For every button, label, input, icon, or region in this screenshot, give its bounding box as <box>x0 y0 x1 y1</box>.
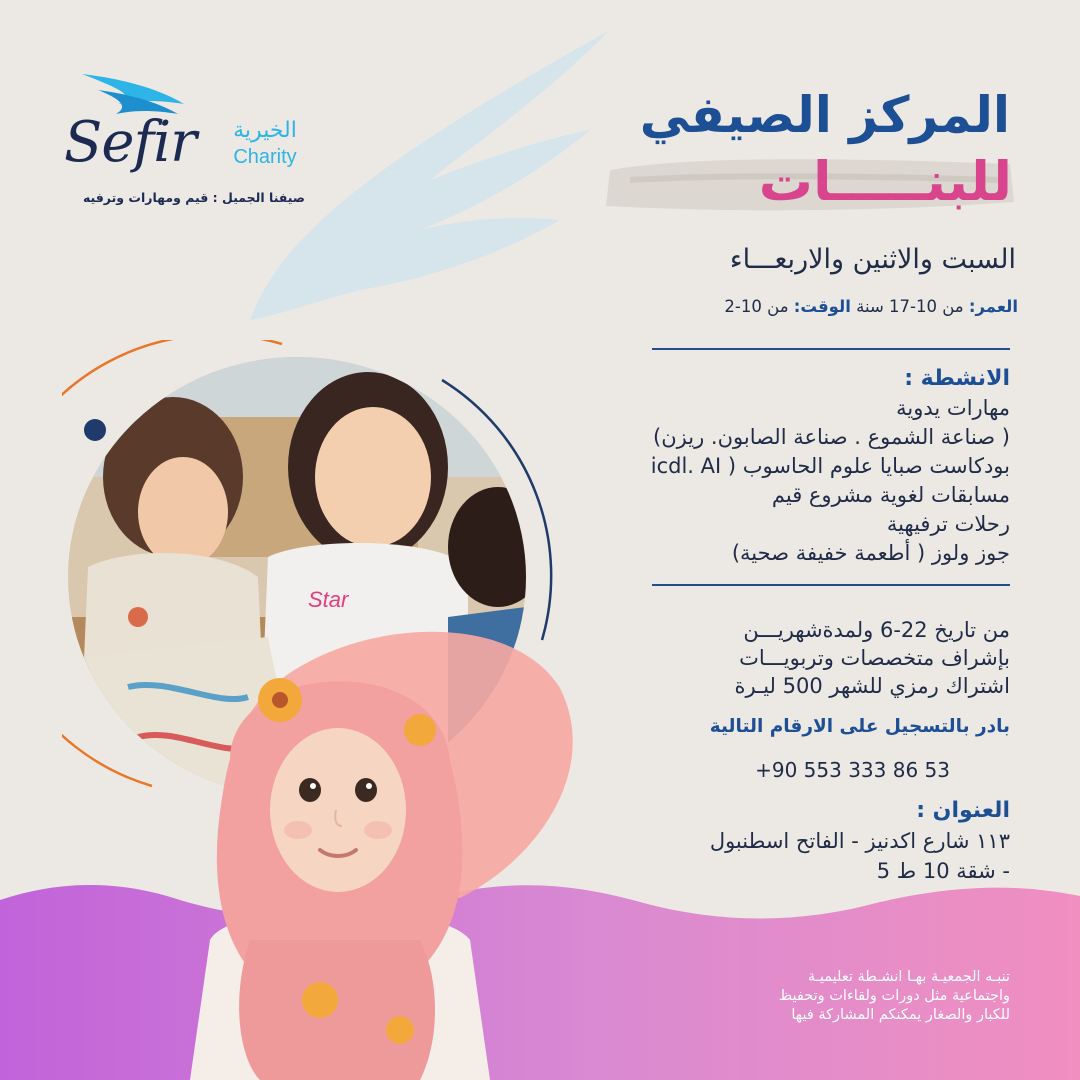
register-callout: بادر بالتسجيل على الارقام التالية <box>709 716 1010 737</box>
age-label: العمر: <box>968 297 1018 316</box>
age-time-line <box>724 297 1018 316</box>
logo-charity-english: Charity <box>233 146 297 168</box>
address-line: - شقة 10 ط 5 <box>876 859 1010 883</box>
activities-heading: الانشطة : <box>904 366 1010 391</box>
logo-wordmark: Sefir <box>64 110 196 175</box>
activities-list <box>570 394 1010 568</box>
info-line: بإشراف متخصصات وتربويـــات <box>739 646 1010 670</box>
age-value: من 10-17 سنة <box>856 297 964 316</box>
time-label: الوقت: <box>793 297 851 316</box>
schedule-days: السبت والاثنين والاربعـــاء <box>729 244 1016 275</box>
activity-item: مسابقات لغوية مشروع قيم <box>771 483 1010 507</box>
note-line: واجتماعية مثل دورات ولقاءات وتحفيظ <box>778 988 1010 1004</box>
footer-note <box>640 968 1010 1025</box>
address-heading: العنوان : <box>916 798 1010 823</box>
address-line: ١١٣ شارع اكدنيز - الفاتح اسطنبول <box>709 829 1010 853</box>
svg-text:Star: Star <box>308 587 349 612</box>
activity-item: جوز ولوز ( أطعمة خفيفة صحية) <box>731 541 1010 565</box>
activity-item: مهارات يدوية <box>896 396 1010 420</box>
divider <box>652 348 1010 350</box>
activity-item: رحلات ترفيهية <box>886 512 1010 536</box>
charity-logo <box>60 70 320 220</box>
page-title: المركز الصيفي <box>639 86 1010 144</box>
info-line: اشتراك رمزي للشهر 500 ليـرة <box>734 674 1010 698</box>
divider <box>652 584 1010 586</box>
logo-charity-arabic: الخيرية <box>233 118 297 143</box>
note-line: للكبار والصغار يمكنكم المشاركة فيها <box>791 1007 1010 1023</box>
info-line: من تاريخ 22-6 ولمدةشهريـــن <box>743 618 1010 642</box>
note-line: تنبـه الجمعيـة بهـا انشـطة تعليميـة <box>807 969 1010 985</box>
address-block <box>570 826 1010 886</box>
activity-item: ( صناعة الشموع . صناعة الصابون. ريزن) <box>653 425 1010 449</box>
page-subtitle: للبنـــــات <box>758 150 1012 213</box>
girl-photo <box>170 640 500 1080</box>
activity-item: بودكاست صبايا علوم الحاسوب ( icdl. AI <box>650 454 1010 478</box>
time-value: من 10-2 <box>724 297 789 316</box>
program-info <box>570 616 1010 700</box>
phone-number[interactable]: +90 553 333 86 53 <box>755 758 950 782</box>
logo-tagline: صيفنا الجميل : قيم ومهارات وترفيه <box>82 190 305 205</box>
